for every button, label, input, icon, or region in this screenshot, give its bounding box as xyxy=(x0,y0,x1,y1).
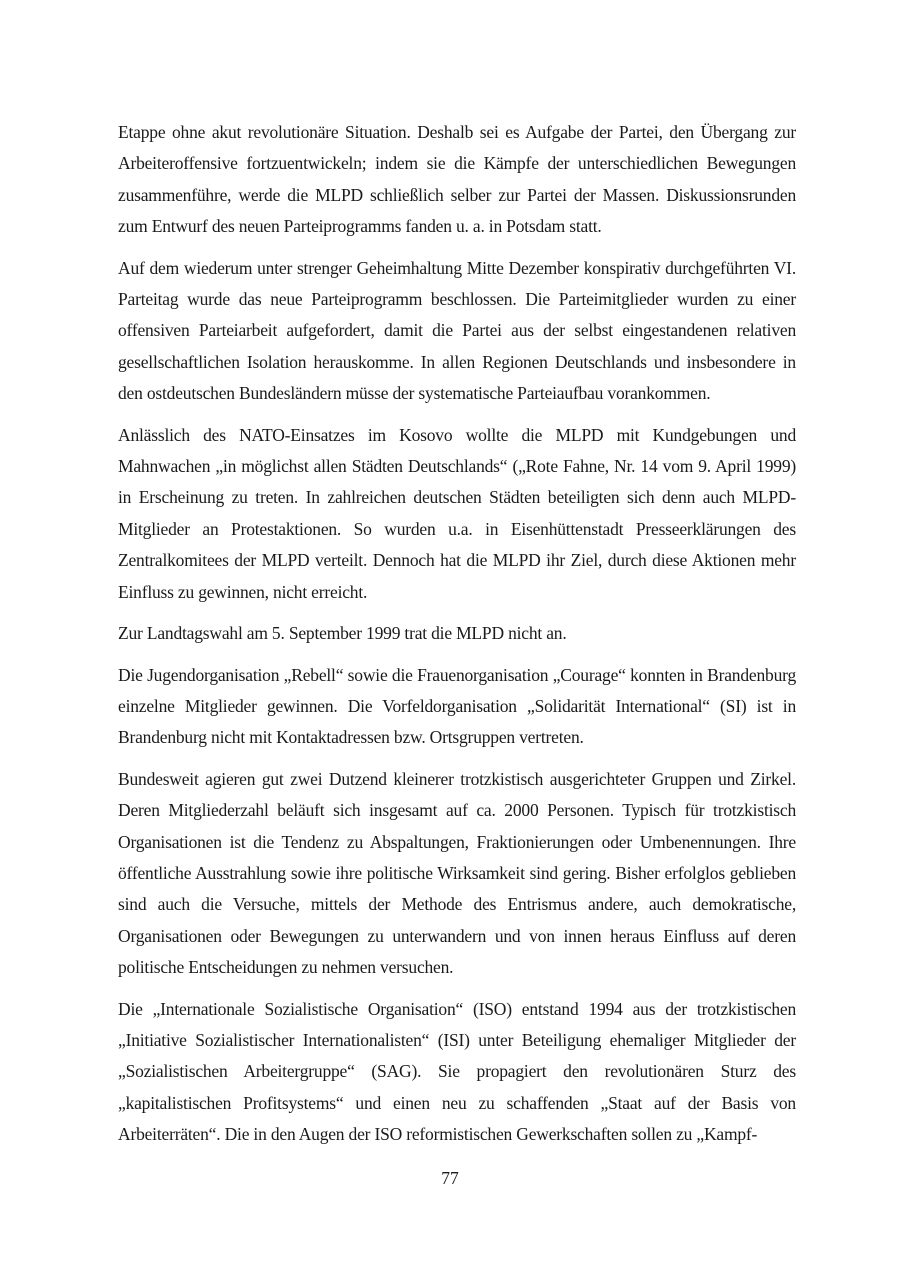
paragraph-5: Die Jugendorganisation „Rebell“ sowie die Frauenorganisation „Courage“ konnten in Brandenburg einzelne Mitglieder gewinnen. Die Vorfeldorganisation „Solidarität International“ (SI) ist in Brandenburg nicht mit Kontaktadressen bzw. Ortsgruppen vertreten. xyxy=(118,664,796,748)
paragraph-7: Die „Internationale Sozialistische Organisation“ (ISO) entstand 1994 aus der trotzkistischen „Initiative Sozialistischer Internationalisten“ (ISI) unter Beteiligung ehemaliger Mitglieder der „Sozialistischen Arbeitergruppe“ (SAG). Sie propagiert den revolutionären Sturz des „kapitalistischen Profitsystems“ und einen neu zu schaffenden „Staat auf der Basis von Arbeiterräten“. Die in den Augen der ISO reformistischen Gewerkschaften sollen zu „Kampf- xyxy=(118,998,796,1145)
page-number: 77 xyxy=(441,1168,459,1188)
paragraph-3: Anlässlich des NATO-Einsatzes im Kosovo wollte die MLPD mit Kundgebungen und Mahnwachen „in möglichst allen Städten Deutschlands“ („Rote Fahne, Nr. 14 vom 9. April 1999) in Erscheinung zu treten. In zahlreichen deutschen Städten beteiligten sich denn auch MLPD-Mitglieder an Protestaktionen. So wurden u.a. in Eisenhüttenstadt Presseerklärungen des Zentralkomitees der MLPD verteilt. Dennoch hat die MLPD ihr Ziel, durch diese Aktionen mehr Einfluss zu gewinnen, nicht erreicht. xyxy=(118,424,796,602)
paragraph-4: Zur Landtagswahl am 5. September 1999 trat die MLPD nicht an. xyxy=(118,623,567,644)
page-body xyxy=(118,117,796,1161)
paragraph-1: Etappe ohne akut revolutionäre Situation. Deshalb sei es Aufgabe der Partei, den Übergang zur Arbeiteroffensive fortzuentwickeln; indem sie die Kämpfe der unterschiedlichen Bewegungen zusammenführe, werde die MLPD schließlich selber zur Partei der Massen. Diskussionsrunden zum Entwurf des neuen Parteiprogramms fanden u. a. in Potsdam statt. xyxy=(118,122,796,237)
paragraph-6: Bundesweit agieren gut zwei Dutzend kleinerer trotzkistisch ausgerichteter Gruppen und Zirkel. Deren Mitgliederzahl beläuft sich insgesamt auf ca. 2000 Personen. Typisch für trotzkistisch Organisationen ist die Tendenz zu Abspaltungen, Fraktionierungen oder Umbenennungen. Ihre öffentliche Ausstrahlung sowie ihre politische Wirksamkeit sind gering. Bisher erfolglos geblieben sind auch die Versuche, mittels der Methode des Entrismus andere, auch demokratische, Organisationen oder Bewegungen zu unterwandern und von innen heraus Einfluss auf deren politische Entscheidungen zu nehmen versuchen. xyxy=(118,768,796,978)
paragraph-2: Auf dem wiederum unter strenger Geheimhaltung Mitte Dezember konspirativ durchgeführten VI. Parteitag wurde das neue Parteiprogramm beschlossen. Die Parteimitglieder wurden zu einer offensiven Parteiarbeit aufgefordert, damit die Partei aus der selbst eingestandenen relativen gesellschaftlichen Isolation herauskomme. In allen Regionen Deutschlands und insbesondere in den ostdeutschen Bundesländern müsse der systematische Parteiaufbau vorankommen. xyxy=(118,257,796,404)
